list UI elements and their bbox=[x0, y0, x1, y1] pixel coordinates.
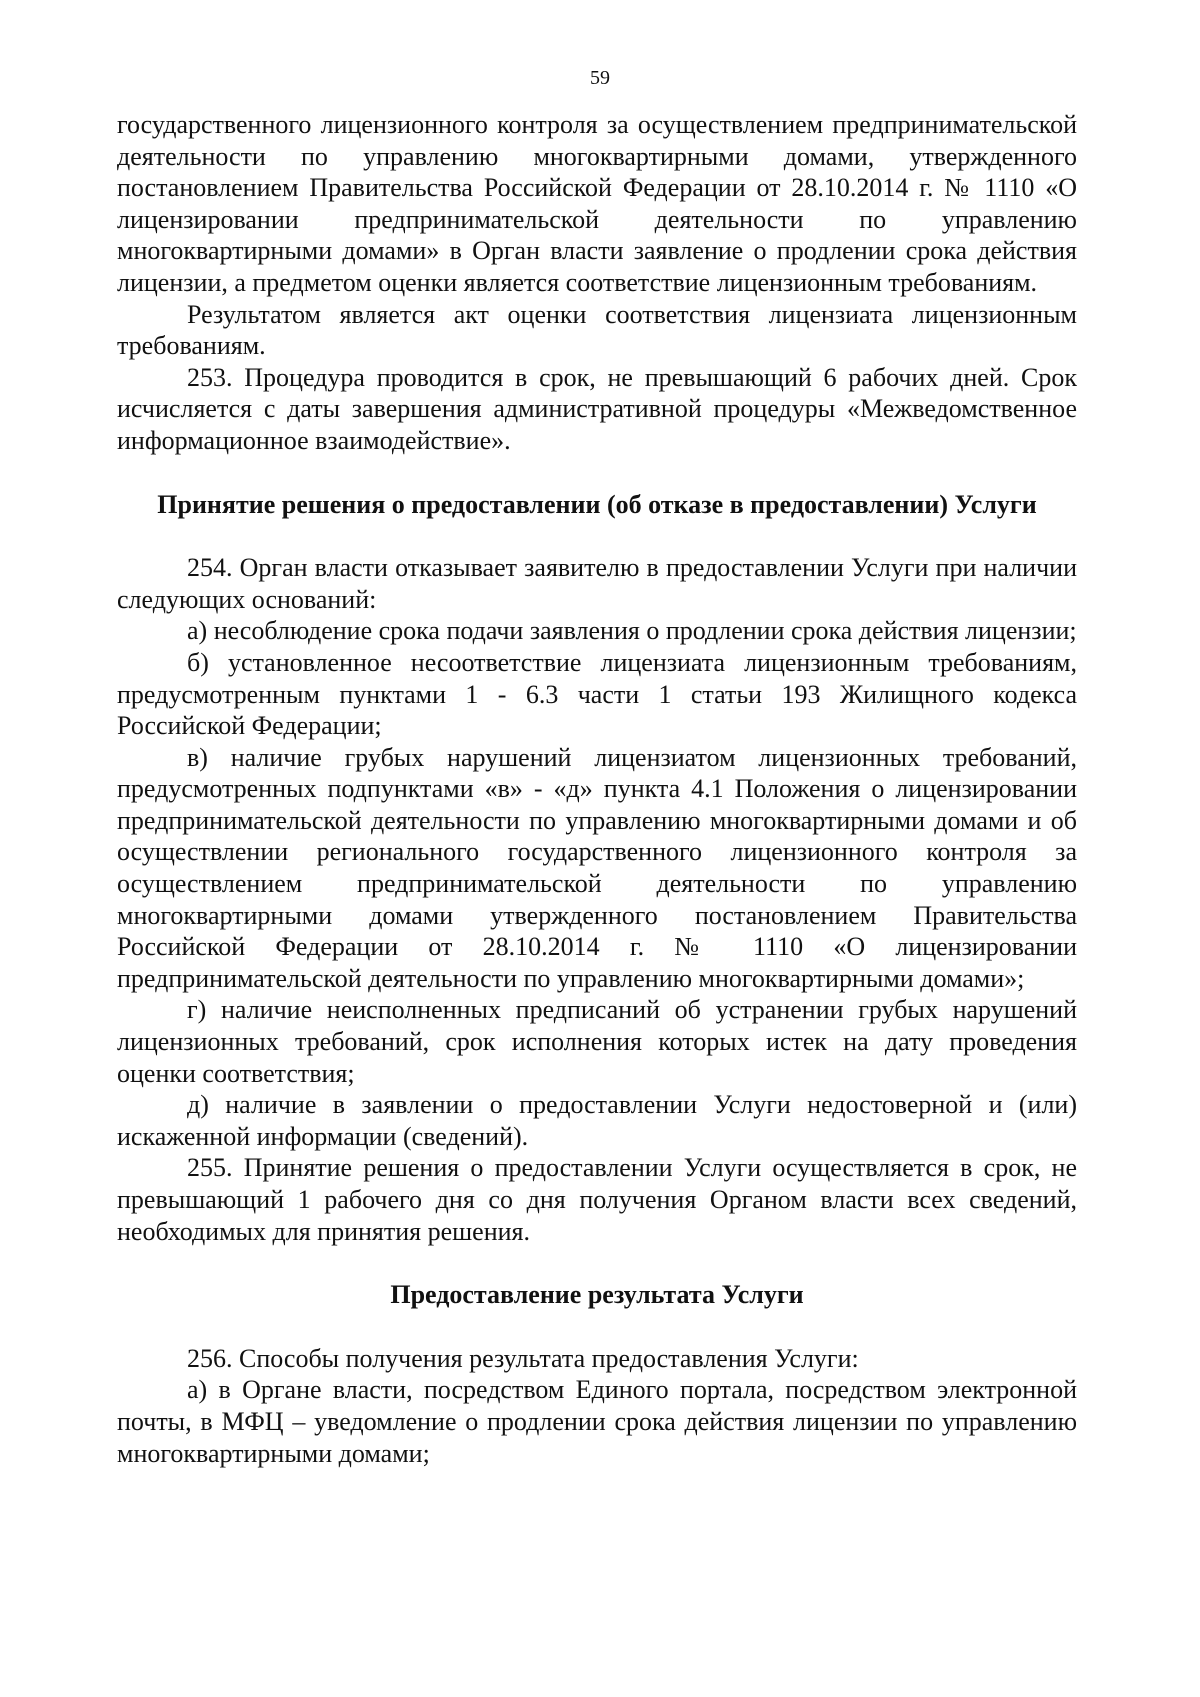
page-number: 59 bbox=[590, 67, 610, 89]
spacer bbox=[117, 1311, 1077, 1343]
paragraph-256: 256. Способы получения результата предоставления Услуги: bbox=[187, 1343, 859, 1373]
section-heading-decision: Принятие решения о предоставлении (об отказе в предоставлении) Услуги bbox=[157, 489, 1037, 519]
list-item-g: г) наличие неисполненных предписаний об устранении грубых нарушений лицензионных требований, срок исполнения которых истек на дату проведения оценки соответствия; bbox=[117, 995, 1077, 1088]
section-heading-result: Предоставление результата Услуги bbox=[390, 1280, 804, 1310]
list-item-b: б) установленное несоответствие лицензиата лицензионным требованиям, предусмотренным пунктами 1 - 6.3 части 1 статьи 193 Жилищного кодекса Российской Федерации; bbox=[117, 647, 1077, 741]
list-item-d: д) наличие в заявлении о предоставлении Услуги недостоверной и (или) искаженной информации (сведений). bbox=[117, 1090, 1077, 1151]
document-body bbox=[117, 109, 1077, 1469]
spacer bbox=[117, 1247, 1077, 1279]
paragraph-result: Результатом является акт оценки соответствия лицензиата лицензионным требованиям. bbox=[117, 299, 1077, 361]
spacer bbox=[117, 457, 1077, 489]
list-item-a: а) несоблюдение срока подачи заявления о продлении срока действия лицензии; bbox=[187, 616, 1077, 646]
list-item-v: в) наличие грубых нарушений лицензиатом лицензионных требований, предусмотренных подпунктами «в» - «д» пункта 4.1 Положения о лицензировании предпринимательской деятельности по управлению многоквартирными домами и об осуществлении регионального государственного лицензионного контроля за осуществлением предпринимательской деятельности по управлению многоквартирными домами утвержденного постановлением Правительства Российской Федерации от 28.10.2014 г. № 1110 «О лицензировании предпринимательской деятельности по управлению многоквартирными домами»; bbox=[117, 742, 1077, 993]
list-item-256-a: а) в Органе власти, посредством Единого портала, посредством электронной почты, в МФЦ – уведомление о продлении срока действия лицензии по управлению многоквартирными домами; bbox=[117, 1375, 1077, 1468]
paragraph-254: 254. Орган власти отказывает заявителю в предоставлении Услуги при наличии следующих оснований: bbox=[117, 553, 1077, 614]
paragraph-continuation: государственного лицензионного контроля за осуществлением предпринимательской деятельности по управлению многоквартирными домами, утвержденного постановлением Правительства Российской Федерации от 28.10.2014 г. № 1110 «О лицензировании предпринимательской деятельности по управлению многоквартирными домами» в Орган власти заявление о продлении срока действия лицензии, а предметом оценки является соответствие лицензионным требованиям. bbox=[117, 110, 1077, 297]
paragraph-253: 253. Процедура проводится в срок, не превышающий 6 рабочих дней. Срок исчисляется с даты завершения административной процедуры «Межведомственное информационное взаимодействие». bbox=[117, 362, 1077, 455]
spacer bbox=[117, 520, 1077, 552]
paragraph-255: 255. Принятие решения о предоставлении Услуги осуществляется в срок, не превышающий 1 рабочего дня со дня получения Органом власти всех сведений, необходимых для принятия решения. bbox=[117, 1153, 1077, 1246]
